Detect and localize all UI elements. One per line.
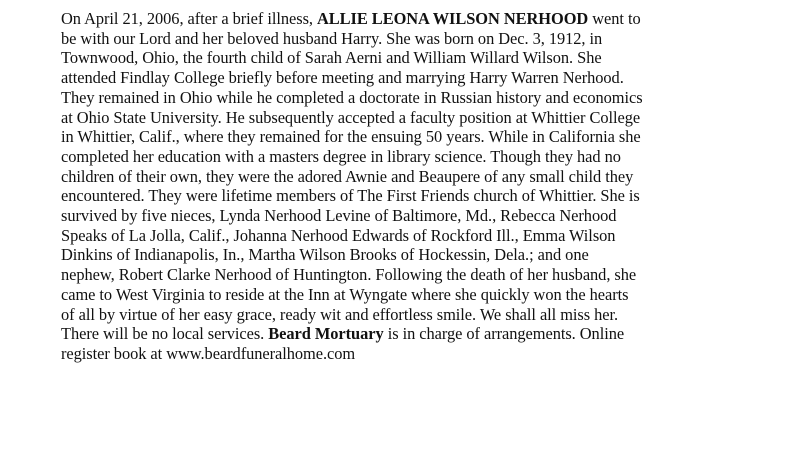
obituary-line: be with our Lord and her beloved husband Harry. She was born on Dec. 3, 1912, in bbox=[61, 28, 603, 48]
obituary-line: children of their own, they were the adored Awnie and Beaupere of any small child they bbox=[61, 166, 634, 186]
obituary-line: of all by virtue of her easy grace, ready wit and effortless smile. We shall all miss her. bbox=[61, 304, 619, 324]
obituary-line bbox=[61, 324, 797, 344]
obituary-line: register book at www.beardfuneralhome.com bbox=[61, 343, 356, 363]
obituary-line: nephew, Robert Clarke Nerhood of Huntington. Following the death of her husband, she bbox=[61, 265, 637, 285]
obituary-line: Dinkins of Indianapolis, In., Martha Wilson Brooks of Hockessin, Dela.; and one bbox=[61, 245, 589, 265]
obituary-line: survived by five nieces, Lynda Nerhood Levine of Baltimore, Md., Rebecca Nerhood bbox=[61, 206, 617, 226]
obituary-line: Townwood, Ohio, the fourth child of Sarah Aerni and William Willard Wilson. She bbox=[61, 48, 602, 68]
deceased-name: ALLIE LEONA WILSON NERHOOD bbox=[317, 9, 589, 28]
obituary-line bbox=[61, 9, 797, 29]
obituary-text-segment: is in charge of arrangements. Online bbox=[383, 324, 625, 344]
obituary-line: They remained in Ohio while he completed a doctorate in Russian history and economics bbox=[61, 87, 643, 107]
obituary-text-segment: There will be no local services. bbox=[61, 324, 269, 344]
obituary-line: Speaks of La Jolla, Calif., Johanna Nerhood Edwards of Rockford Ill., Emma Wilson bbox=[61, 225, 616, 245]
obituary-text-segment: went to bbox=[588, 9, 641, 28]
obituary-text bbox=[61, 9, 797, 364]
obituary-line: completed her education with a masters degree in library science. Though they had no bbox=[61, 146, 621, 166]
mortuary-name: Beard Mortuary bbox=[268, 324, 384, 344]
obituary-line: at Ohio State University. He subsequently accepted a faculty position at Whittier College bbox=[61, 107, 641, 127]
obituary-line: attended Findlay College briefly before meeting and marrying Harry Warren Nerhood. bbox=[61, 68, 624, 88]
obituary-line: in Whittier, Calif., where they remained for the ensuing 50 years. While in California she bbox=[61, 127, 641, 147]
obituary-line: encountered. They were lifetime members of The First Friends church of Whittier. She is bbox=[61, 186, 640, 206]
obituary-text-segment: On April 21, 2006, after a brief illness, bbox=[61, 9, 317, 28]
obituary-line: came to West Virginia to reside at the Inn at Wyngate where she quickly won the hearts bbox=[61, 284, 629, 304]
